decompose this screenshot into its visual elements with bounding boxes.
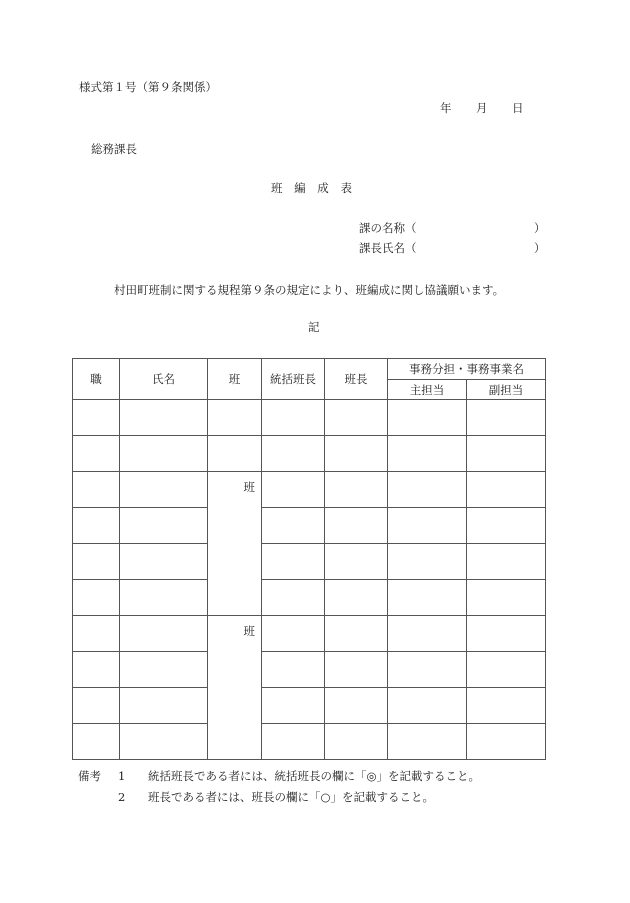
note-number: 1 [118,768,126,783]
cell[interactable] [120,580,208,616]
form-label: 様式第１号（第９条関係） [79,80,217,94]
cell[interactable] [388,400,467,436]
cell[interactable] [120,472,208,508]
cell[interactable] [208,400,262,436]
date-month: 月 [476,101,488,115]
table-row [73,400,546,436]
cell[interactable] [73,472,120,508]
cell[interactable] [262,508,325,544]
cell[interactable] [325,580,388,616]
cell[interactable] [262,400,325,436]
cell[interactable] [325,616,388,652]
han-group-cell[interactable] [208,616,262,760]
cell[interactable] [467,472,546,508]
header-jimu-buntan: 事務分担・事務事業名 [388,359,546,380]
header-shutanto: 主担当 [388,380,467,400]
note-text: 統括班長である者には、統括班長の欄に「◎」を記載すること。 [148,768,481,783]
table-row [73,580,546,616]
note-item [78,765,480,786]
field-section-name-close: ） [534,221,546,235]
cell[interactable] [262,436,325,472]
cell[interactable] [120,724,208,760]
cell[interactable] [467,436,546,472]
table-row [73,616,546,652]
cell[interactable] [120,688,208,724]
cell[interactable] [120,508,208,544]
cell[interactable] [120,616,208,652]
cell[interactable] [388,616,467,652]
cell[interactable] [467,400,546,436]
cell[interactable] [467,688,546,724]
han-composition-table [72,358,546,760]
cell[interactable] [388,688,467,724]
cell[interactable] [262,652,325,688]
cell[interactable] [388,472,467,508]
cell[interactable] [388,652,467,688]
header-shoku: 職 [73,359,120,400]
addressee: 総務課長 [91,142,137,156]
notes [78,765,480,807]
han-group-label: 班 [243,480,255,494]
cell[interactable] [73,616,120,652]
cell[interactable] [262,688,325,724]
note-text: 班長である者には、班長の欄に「○」を記載すること。 [148,789,435,804]
header-hancho: 班長 [325,359,388,400]
han-group-cell[interactable] [208,472,262,616]
cell[interactable] [262,472,325,508]
cell[interactable] [73,436,120,472]
table-row [73,508,546,544]
header-shimei: 氏名 [120,359,208,400]
cell[interactable] [73,724,120,760]
table-row [73,652,546,688]
cell[interactable] [467,652,546,688]
field-chief-name-close: ） [534,241,546,255]
cell[interactable] [325,472,388,508]
notes-label: 備考 [78,768,101,783]
cell[interactable] [467,544,546,580]
cell[interactable] [325,436,388,472]
cell[interactable] [262,616,325,652]
cell[interactable] [262,544,325,580]
cell[interactable] [262,724,325,760]
cell[interactable] [325,724,388,760]
cell[interactable] [388,580,467,616]
cell[interactable] [325,400,388,436]
date-year: 年 [440,101,452,115]
cell[interactable] [467,508,546,544]
date-day: 日 [512,101,524,115]
cell[interactable] [73,688,120,724]
document-title: 班 編 成 表 [271,181,352,195]
cell[interactable] [325,544,388,580]
note-item [78,786,480,807]
header-tokatsu-hancho: 統括班長 [262,359,325,400]
field-section-name-label: 課の名称（ [359,221,417,235]
cell[interactable] [325,652,388,688]
header-han: 班 [208,359,262,400]
cell[interactable] [120,544,208,580]
cell[interactable] [325,688,388,724]
cell[interactable] [262,580,325,616]
cell[interactable] [73,400,120,436]
table-row [73,724,546,760]
cell[interactable] [388,724,467,760]
table-row [73,472,546,508]
cell[interactable] [73,544,120,580]
han-group-label: 班 [243,624,255,638]
cell[interactable] [120,400,208,436]
note-number: 2 [118,789,126,804]
cell[interactable] [73,580,120,616]
cell[interactable] [120,436,208,472]
table-row [73,436,546,472]
cell[interactable] [467,616,546,652]
cell[interactable] [120,652,208,688]
ki-heading: 記 [308,320,320,334]
table-row [73,688,546,724]
cell[interactable] [73,508,120,544]
cell[interactable] [388,508,467,544]
cell[interactable] [388,436,467,472]
table-row [73,544,546,580]
header-fukutanto: 副担当 [467,380,546,400]
cell[interactable] [208,436,262,472]
cell[interactable] [467,580,546,616]
cell[interactable] [73,652,120,688]
body-text: 村田町班制に関する規程第９条の規定により、班編成に関し協議願います。 [114,283,505,297]
cell[interactable] [388,544,467,580]
cell[interactable] [325,508,388,544]
cell[interactable] [467,724,546,760]
field-chief-name-label: 課長氏名（ [359,241,417,255]
